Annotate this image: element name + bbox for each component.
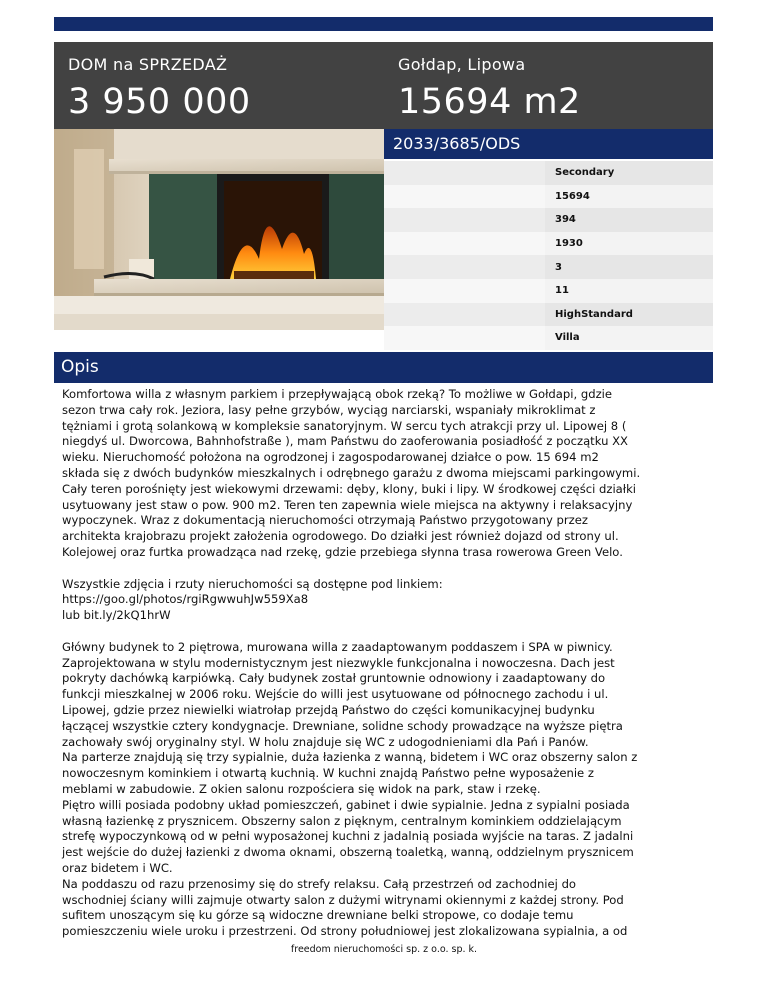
- footer-company: freedom nieruchomości sp. z o.o. sp. k.: [290, 944, 478, 955]
- description-body: [62, 387, 710, 956]
- detail-plot-area: 15694: [555, 190, 590, 202]
- detail-row-rooms: [384, 279, 713, 303]
- detail-building-type: Villa: [555, 332, 580, 344]
- fireplace-image: [54, 129, 384, 330]
- header-right: [398, 55, 581, 122]
- detail-row-standard: [384, 303, 713, 327]
- detail-usable-area: 394: [555, 214, 576, 226]
- listing-price: 3 950 000: [68, 82, 251, 122]
- top-accent-bar: [54, 17, 713, 31]
- detail-row-year-built: [384, 232, 713, 256]
- detail-floors: 3: [555, 261, 562, 273]
- detail-market: Secondary: [555, 167, 615, 179]
- listing-location: Gołdap, Lipowa: [398, 55, 526, 74]
- section-title: Opis: [61, 357, 99, 377]
- detail-year-built: 1930: [555, 238, 583, 250]
- detail-row-floors: [384, 255, 713, 279]
- description-paragraph-3: Główny budynek to 2 piętrowa, murowana willa z zaadaptowanym poddaszem i SPA w piwnicy. Zaprojektowana w stylu modernistycznym jest niezwykle funkcjonalna i nowoczesna. Dach jest pokryty dachówką karpiówką. Cały budynek został gruntownie odnowiony i zaadaptowany do funkcji mieszkalnej w 2006 roku. Wejście do willi jest usytuowane od północnego zachodu i ul. Lipowej, gdzie przez niewielki wiatrołap przejdą Państwo do części komunikacyjnej budynku łączącej wszystkie cztery kondygnacje. Drewniane, solidne schody prowadzące na wyższe piętra zachowały swój oryginalny styl. W holu znajduje się WC z udogodnieniami dla Pań i Panów. Na parterze znajdują się trzy sypialnie, duża łazienka z wanną, bidetem i WC oraz obszerny salon z nowoczesnym kominkiem i otwartą kuchnią. W kuchni znajdą Państwo pełne wyposażenie z meblami w zabudowie. Z okien salonu rozpościera się widok na park, staw i rzekę. Piętro willi posiada podobny układ pomieszczeń, gabinet i dwie sypialnie. Jedna z sypialni posiada własną łazienkę z prysznicem. Obszerny salon z pięknym, centralnym kominkiem oddzielającym strefę wypoczynkową od w pełni wyposażonej kuchni z jadalnią posiada wyjście na taras. Z jadalni jest wejście do dużej łazienki z dwoma oknami, obszerną toaletką, wanną, oddzielnym prysznicem oraz bidetem i WC. Na poddaszu od razu przenosimy się do strefy relaksu. Całą przestrzeń od zachodniej do wschodniej ściany willi zajmuje otwarty salon z dużymi witrynami okiennymi z każdej strony. Pod sufitem unoszącym się ku górze są widoczne drewniane belki stropowe, co dodaje temu pomieszczeniu wiele uroku i przestrzeni. Od strony południowej jest zlokalizowana sypialnia, a od: [62, 639, 638, 939]
- reference-number: 2033/3685/ODS: [393, 134, 521, 153]
- property-photo-fireplace: [54, 129, 384, 330]
- description-paragraph-1: Komfortowa willa z własnym parkiem i przepływającą obok rzeką? To możliwe w Gołdapi, gdzie sezon trwa cały rok. Jeziora, lasy pełne grzybów, wyciąg narciarski, wspaniały mikroklimat z tężniami i grotą solankową w kompleksie sanatoryjnym. W sercu tych atrakcji przy ul. Lipowej 8 ( niegdyś ul. Dworcowa, Bahnhofstraße ), mam Państwu do zaoferowania posiadłość z początku XX wieku. Nieruchomość położona na ogrodzonej i zagospodarowanej działce o pow. 15 694 m2 składa się z dwóch budynków mieszkalnych i odrębnego garażu z dwoma miejscami parkingowymi. Cały teren porośnięty jest wiekowymi drzewami: dęby, klony, buki i lipy. W środkowej części działki usytuowany jest staw o pow. 900 m2. Teren ten zapewnia wiele miejsca na aktywny i relaksacyjny wypoczynek. Wraz z dokumentacją nieruchomości otrzymają Państwo przygotowany przez architekta krajobrazu projekt założenia ogrodowego. Do działki jest również dojazd od strony ul. Kolejowej oraz furtka prowadząca nad rzekę, gdzie przebiega słynna trasa rowerowa Green Velo.: [62, 387, 641, 559]
- detail-row-market: [384, 161, 713, 185]
- reference-number-bar: [384, 129, 713, 159]
- detail-row-usable-area: [384, 208, 713, 232]
- detail-row-building-type: [384, 326, 713, 350]
- detail-row-plot-area: [384, 185, 713, 209]
- property-details-list: [384, 161, 713, 350]
- description-section-header: [54, 352, 713, 383]
- detail-rooms: 11: [555, 285, 569, 297]
- listing-type: DOM na SPRZEDAŻ: [68, 55, 228, 74]
- header-left: [68, 55, 251, 122]
- listing-area: 15694 m2: [398, 82, 581, 122]
- description-paragraph-2: Wszystkie zdjęcia i rzuty nieruchomości są dostępne pod linkiem: https://goo.gl/photos/rgiRgwwuhJw559Xa8 lub bit.ly/2kQ1hrW: [62, 576, 443, 623]
- detail-standard: HighStandard: [555, 308, 633, 320]
- listing-header: [54, 42, 713, 129]
